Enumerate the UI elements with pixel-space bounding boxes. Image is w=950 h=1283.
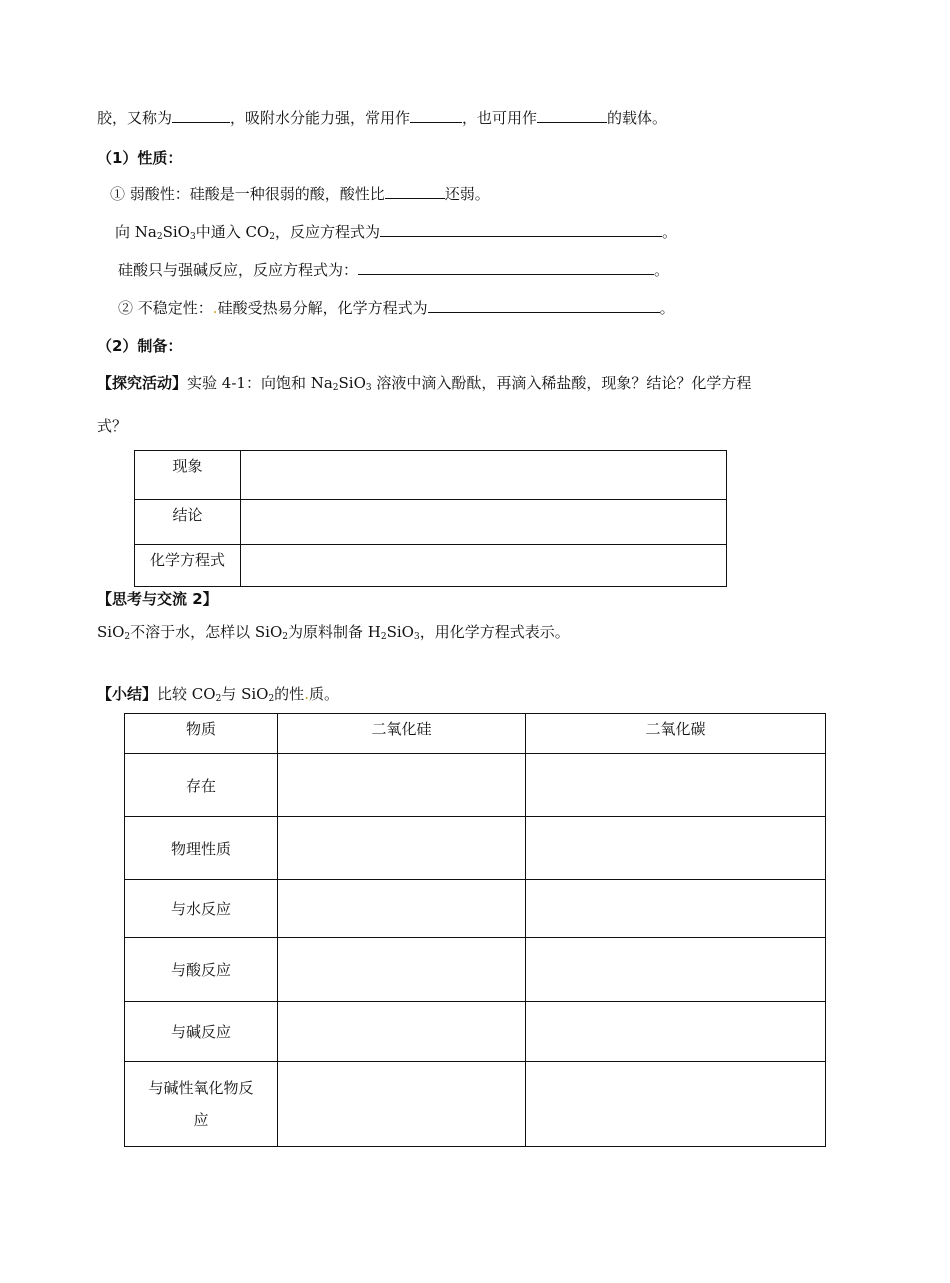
answer-cell[interactable] bbox=[241, 451, 727, 500]
blank-4[interactable] bbox=[385, 184, 445, 199]
row-label-phenomenon: 现象 bbox=[135, 451, 241, 500]
paragraph-unstable: ② 不稳定性：.硅酸受热易分解，化学方程式为 。 bbox=[118, 299, 675, 317]
paragraph-strong-base: 硅酸只与强碱反应，反应方程式为： 。 bbox=[118, 261, 670, 279]
answer-cell[interactable] bbox=[526, 1002, 826, 1062]
paragraph-weak-acid: ① 弱酸性：硅酸是一种很弱的酸，酸性比 还弱。 bbox=[110, 185, 490, 203]
blank-1[interactable] bbox=[172, 108, 230, 123]
row-label-basic-oxide: 与碱性氧化物反 应 bbox=[125, 1062, 278, 1147]
paragraph-na2sio3-co2: 向 $Na_2SiO_3$中通入 $CO_2$，反应方程式为 。 bbox=[115, 223, 677, 242]
answer-cell[interactable] bbox=[241, 500, 727, 545]
paragraph-experiment: 【探究活动】实验 4-1：向饱和 $Na_2SiO_3$ 溶液中滴入酚酞，再滴入稀盐酸，现象？结论？化学方程 bbox=[97, 374, 752, 393]
answer-cell[interactable] bbox=[526, 754, 826, 817]
answer-cell[interactable] bbox=[278, 817, 526, 880]
row-label-base: 与碱反应 bbox=[125, 1002, 278, 1062]
answer-cell[interactable] bbox=[241, 545, 727, 587]
row-label-equation: 化学方程式 bbox=[135, 545, 241, 587]
experiment-table bbox=[134, 450, 727, 587]
heading-preparation: （2）制备： bbox=[97, 337, 183, 355]
answer-cell[interactable] bbox=[278, 880, 526, 938]
answer-cell[interactable] bbox=[278, 938, 526, 1002]
row-label-acid: 与酸反应 bbox=[125, 938, 278, 1002]
answer-cell[interactable] bbox=[278, 1002, 526, 1062]
row-label-conclusion: 结论 bbox=[135, 500, 241, 545]
row-label-physical: 物理性质 bbox=[125, 817, 278, 880]
answer-cell[interactable] bbox=[526, 817, 826, 880]
header-carbon-dioxide: 二氧化碳 bbox=[526, 714, 826, 754]
paragraph-sio2: SiO$_2$不溶于水，怎样以 SiO$_2$为原料制备 $H_2SiO_3$，用化学方程式表示。 bbox=[97, 623, 570, 642]
blank-6[interactable] bbox=[358, 260, 654, 275]
heading-think-discuss: 【思考与交流 2】 bbox=[97, 590, 218, 608]
answer-cell[interactable] bbox=[278, 754, 526, 817]
header-substance: 物质 bbox=[125, 714, 278, 754]
blank-5[interactable] bbox=[380, 222, 662, 237]
blank-2[interactable] bbox=[410, 108, 462, 123]
paragraph-gel: 胶，又称为 ，吸附水分能力强，常用作 ，也可用作 的载体。 bbox=[97, 109, 668, 127]
answer-cell[interactable] bbox=[526, 938, 826, 1002]
blank-7[interactable] bbox=[428, 298, 660, 313]
header-silicon-dioxide: 二氧化硅 bbox=[278, 714, 526, 754]
answer-cell[interactable] bbox=[526, 880, 826, 938]
heading-properties: （1）性质： bbox=[97, 149, 183, 167]
row-label-existence: 存在 bbox=[125, 754, 278, 817]
paragraph-experiment-cont: 式？ bbox=[97, 417, 128, 435]
comparison-table bbox=[124, 713, 826, 1147]
answer-cell[interactable] bbox=[278, 1062, 526, 1147]
blank-3[interactable] bbox=[537, 108, 607, 123]
answer-cell[interactable] bbox=[526, 1062, 826, 1147]
row-label-water: 与水反应 bbox=[125, 880, 278, 938]
paragraph-summary: 【小结】比较 $CO_2$与 SiO$_2$的性.质。 bbox=[97, 685, 339, 704]
